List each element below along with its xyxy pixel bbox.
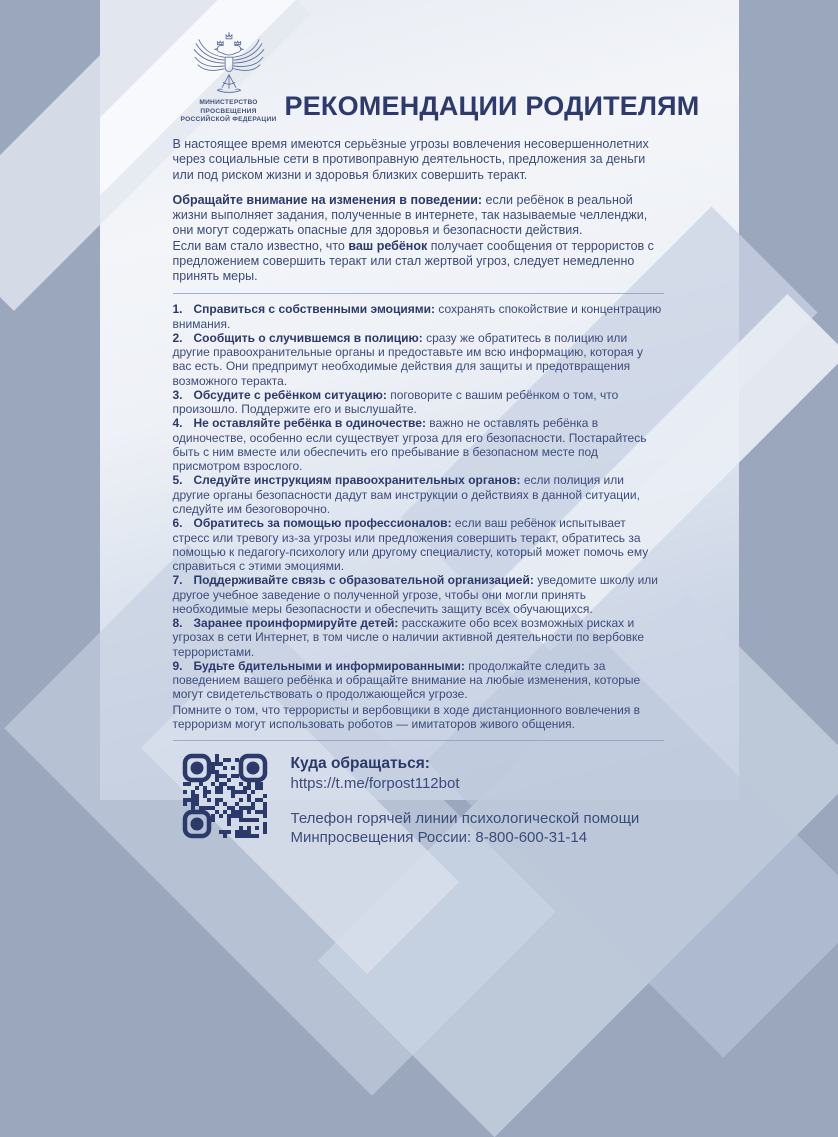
list-item: 7. Поддерживайте связь с образовательной организацией: уведомите школу или другое учебное заведение о полученной угрозе, чтобы они могли принять необходимые меры безопасности и обеспечить защиту всех обучающихся. xyxy=(172,573,659,616)
list-item: 2. Сообщить о случившемся в полицию: сразу же обратитесь в полицию или другие правоохранительные органы и предоставьте им всю информацию, которая у вас есть. Они предпримут необходимые действия для защиты и предотвращения возможного теракта. xyxy=(172,330,643,388)
recommendations-list xyxy=(173,302,664,701)
list-item: 4. Не оставляйте ребёнка в одиночестве: важно не оставлять ребёнка в одиночестве, особенно если существует угроза для его безопасности. Постарайтесь быть с ним вместе или обеспечить его пребывание в безопасном месте под присмотром взрослого. xyxy=(172,416,647,474)
telegram-bot-link[interactable]: https://t.me/forpost112bot xyxy=(290,775,460,793)
intro-paragraph: Обращайте внимание на изменения в поведении: если ребёнок в реальной жизни выполняет задания, полученные в интернете, так называемые челленджи, они могут содержать опасные для здоровья и безопасности действия. Если вам стало известно, что ваш ребёнок получает сообщения от террористов с предложением совершить теракт или стал жертвой угроз, следует немедленно принять меры. xyxy=(172,192,654,283)
list-item: 6. Обратитесь за помощью профессионалов: если ваш ребёнок испытывает стресс или тревогу из-за угрозы или предложения совершить теракт, обратитесь за помощью к педагогу-психологу или другому специалисту, который может помочь ему справиться с этими эмоциями. xyxy=(172,516,649,574)
double-headed-eagle-icon xyxy=(190,32,268,96)
hotline-text: Телефон горячей линии психологической помощи Минпросвещения России: 8-800-600-31-14 xyxy=(290,809,640,847)
footer xyxy=(173,754,664,848)
list-item: 1. Справиться с собственными эмоциями: сохранять спокойствие и концентрацию внимания. xyxy=(172,302,662,331)
ministry-name: МИНИСТЕРСТВО ПРОСВЕЩЕНИЯ РОССИЙСКОЙ ФЕДЕРАЦИИ xyxy=(180,99,277,123)
list-item: 5. Следуйте инструкциям правоохранительных органов: если полиция или другие органы безопасности дадут вам инструкции о действиях в данной ситуации, следуйте им безоговорочно. xyxy=(172,473,640,516)
list-item: 9. Будьте бдительными и информированными: продолжайте следить за поведением вашего ребёнка и обращайте внимание на любые изменения, которые могут свидетельствовать о продолжающейся угрозе. xyxy=(172,658,641,702)
contact-heading: Куда обращаться: xyxy=(290,755,430,773)
poster-page xyxy=(100,0,739,847)
list-item: 8. Заранее проинформируйте детей: расскажите обо всех возможных рисках и угрозах в сети Интернет, в том числе о наличии активной деятельности по вербовке террористами. xyxy=(172,616,645,659)
list-item: 3. Обсудите с ребёнком ситуацию: поговорите с вашим ребёнком о том, что произошло. Поддержите его и выслушайте. xyxy=(172,387,619,417)
header xyxy=(173,30,700,124)
intro-section xyxy=(173,137,664,284)
intro-paragraph: В настоящее время имеются серьёзные угрозы вовлечения несовершеннолетних через социальные сети в противоправную деятельность, предложения за деньги или под риском жизни и здоровья близких совершить теракт. xyxy=(172,137,649,182)
divider xyxy=(173,740,664,741)
ministry-logo xyxy=(173,32,285,124)
page-title: РЕКОМЕНДАЦИИ РОДИТЕЛЯМ xyxy=(284,91,700,121)
qr-code-icon xyxy=(181,754,269,838)
contact-block xyxy=(291,754,640,848)
poster-content xyxy=(100,0,739,848)
closing-note: Помните о том, что террористы и вербовщики в ходе дистанционного вовлечения в терроризм могут использовать роботов — имитаторов живого общения. xyxy=(172,702,641,731)
divider xyxy=(173,293,664,294)
